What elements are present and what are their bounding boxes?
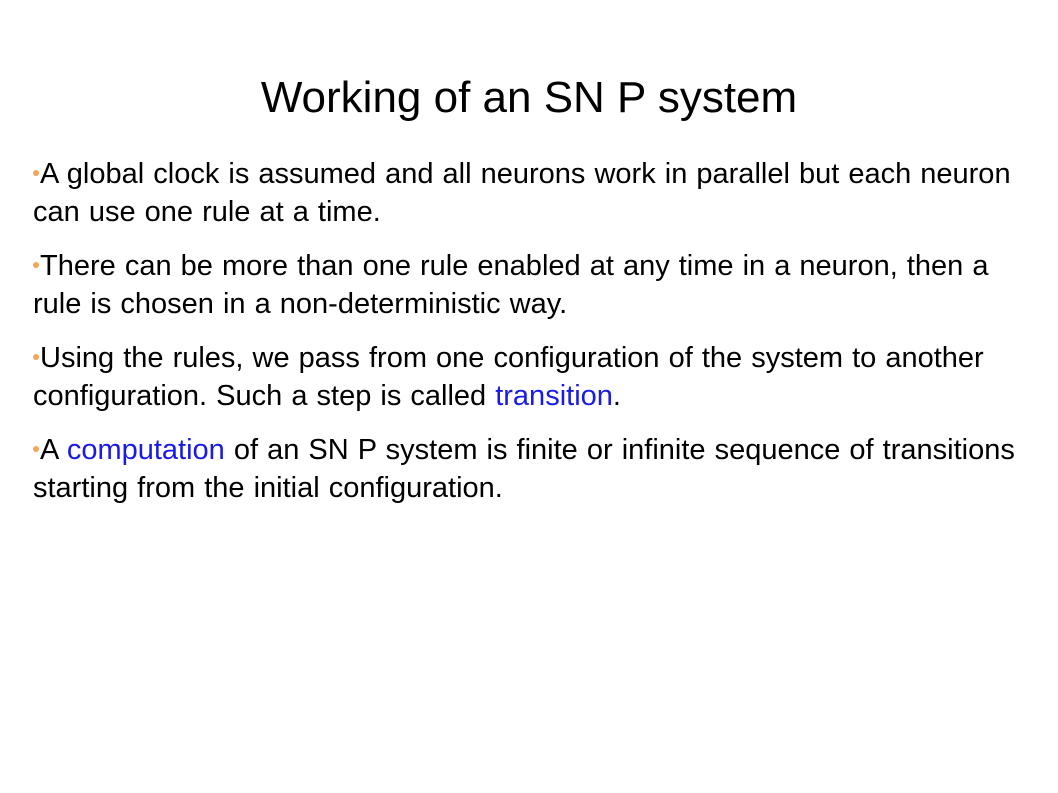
bullet-dot-icon — [33, 446, 39, 452]
bullet-item-2 — [33, 247, 1033, 323]
bullet-text-after: of an SN P system is finite or infinite sequence of transitions starting from the initial configuration. — [33, 434, 1015, 504]
bullet-item-4 — [33, 431, 1033, 507]
bullet-dot-icon — [33, 354, 39, 360]
bullet-text-after: . — [612, 380, 621, 412]
slide-title: Working of an SN P system — [260, 73, 798, 122]
bullet-text-before: Using the rules, we pass from one configuration of the system to another configuration. Such a step is called — [33, 342, 984, 412]
bullet-dot-icon — [33, 262, 39, 268]
term-transition: transition — [495, 380, 613, 412]
term-computation: computation — [66, 434, 225, 466]
bullet-dot-icon — [33, 170, 39, 176]
bullet-text: There can be more than one rule enabled at any time in a neuron, then a rule is chosen in a non-deterministic way. — [33, 250, 989, 320]
bullet-item-1 — [33, 155, 1033, 231]
bullet-list — [33, 155, 1033, 523]
bullet-item-3 — [33, 339, 1033, 415]
bullet-text-before: A — [40, 434, 67, 466]
bullet-text: A global clock is assumed and all neurons work in parallel but each neuron can use one rule at a time. — [33, 158, 1011, 228]
